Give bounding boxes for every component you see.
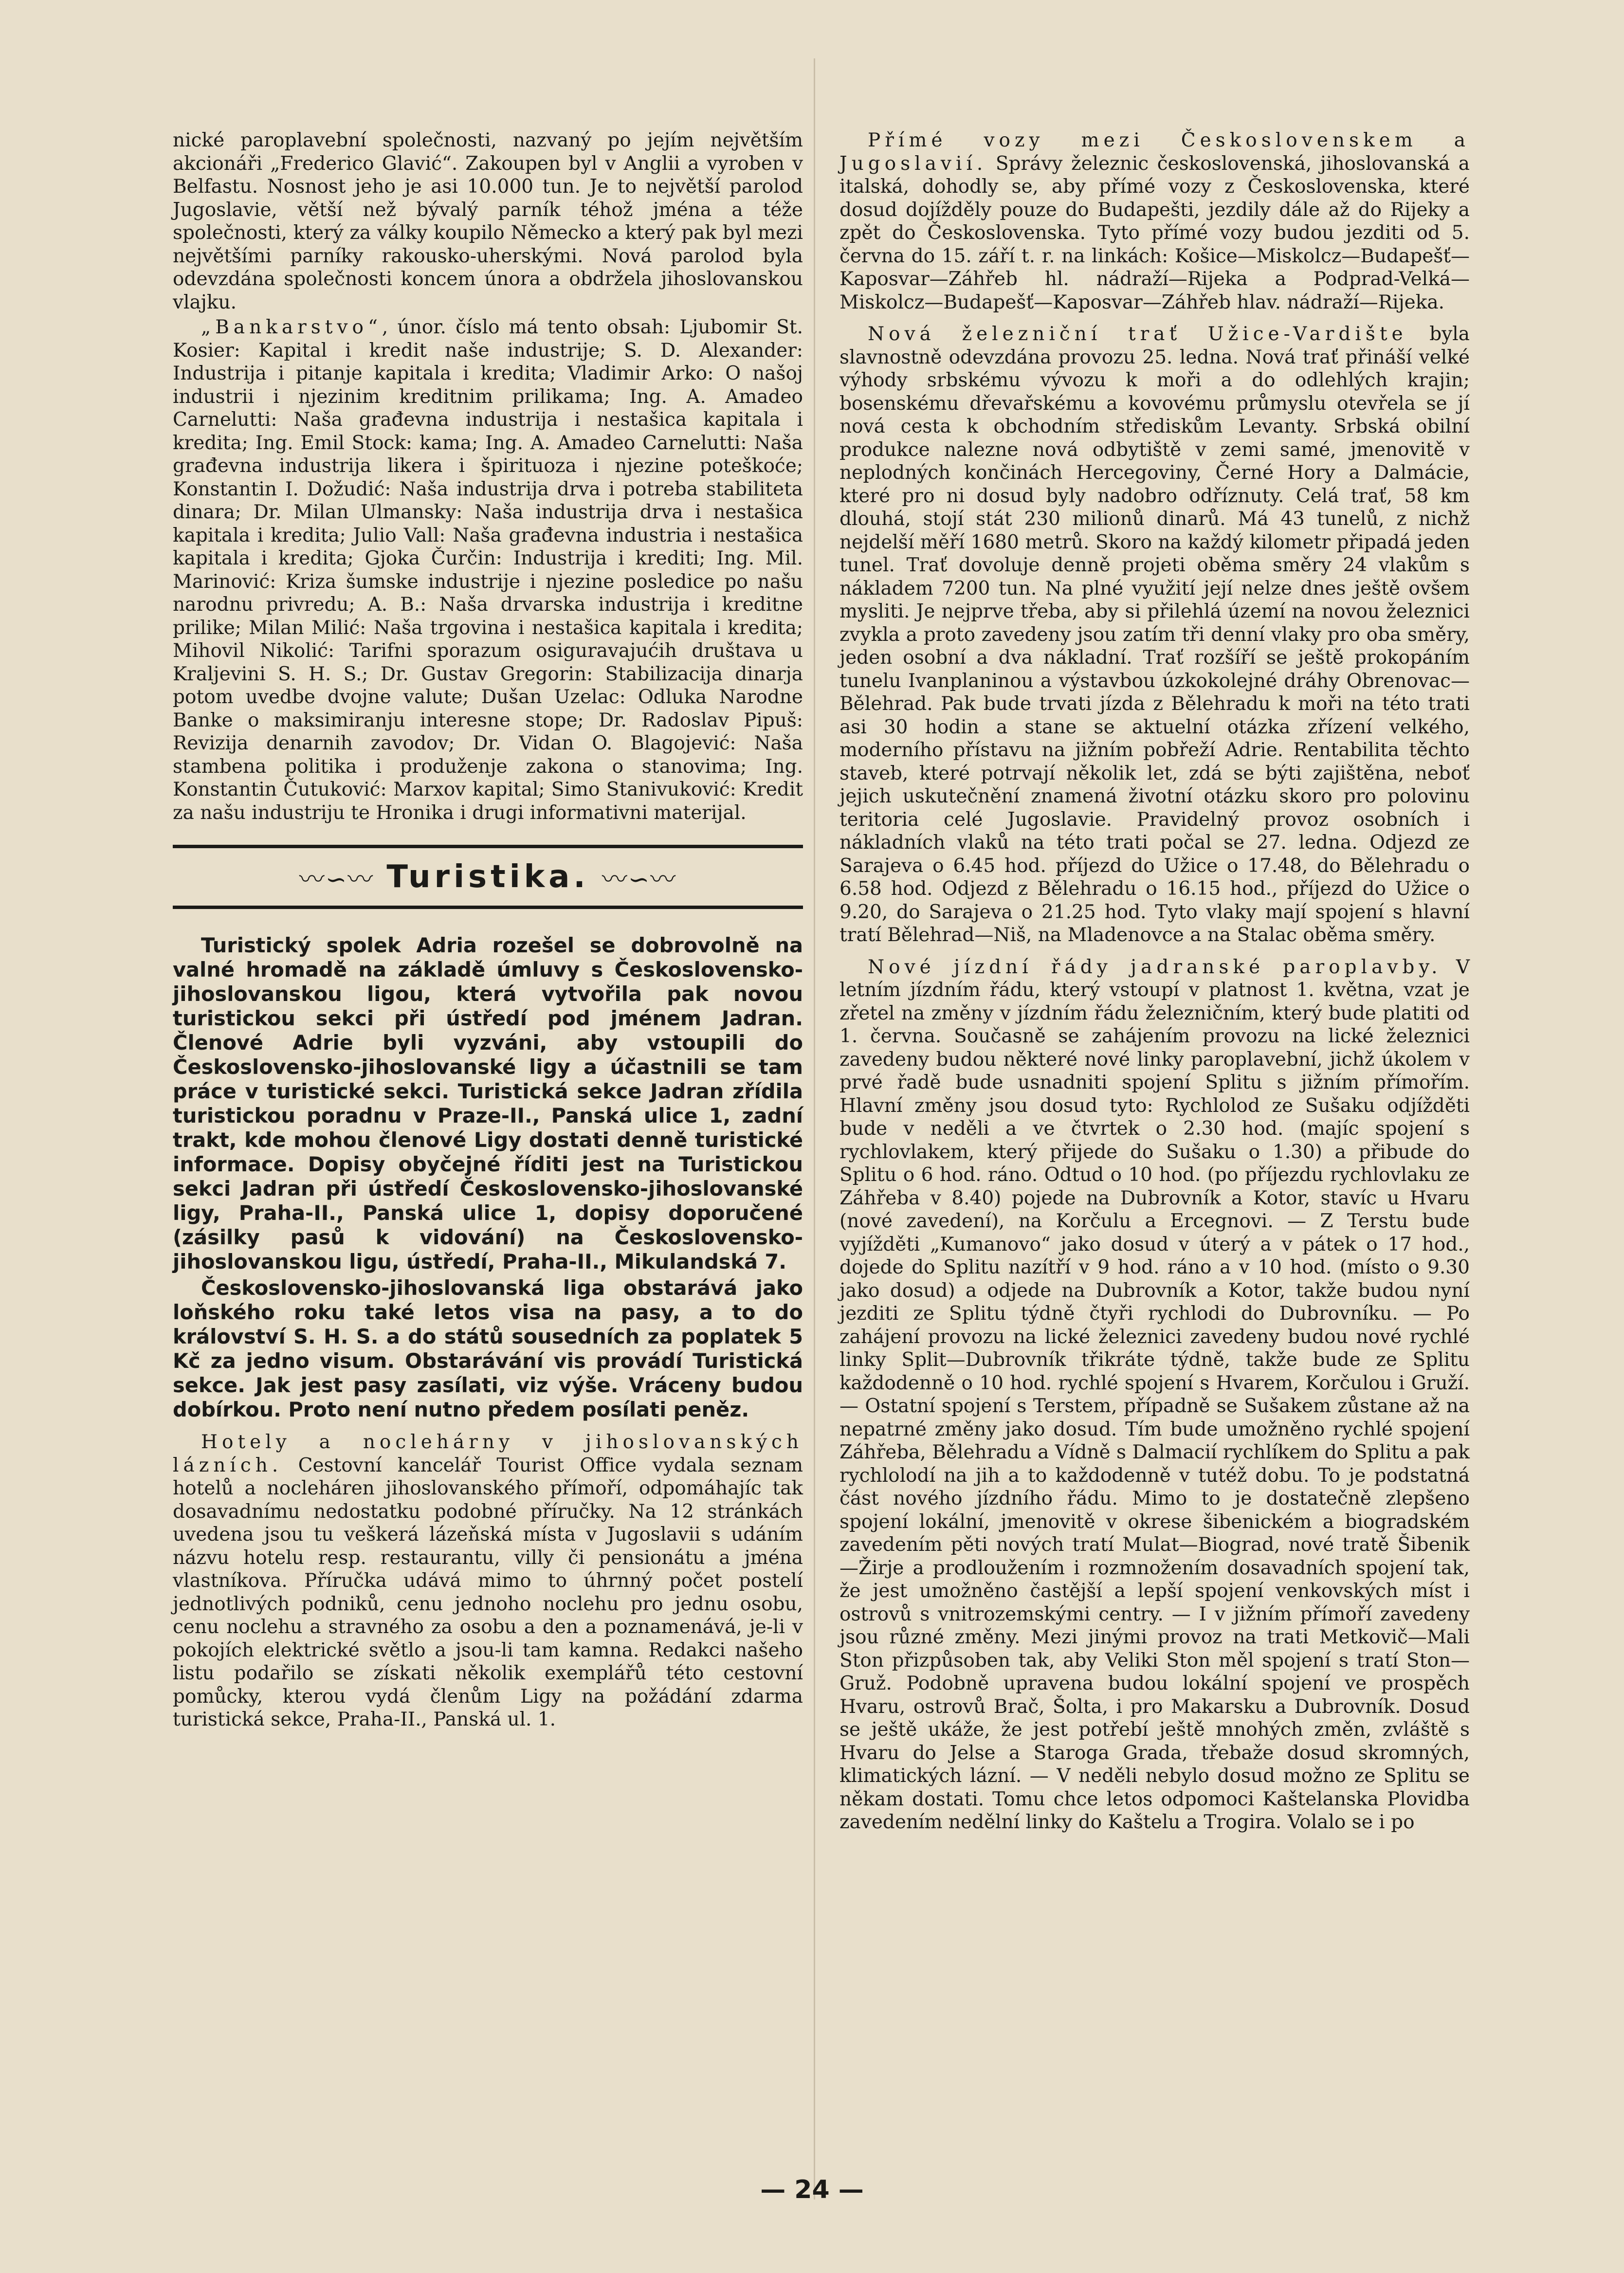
bankarstvo-paragraph	[173, 316, 803, 824]
turistika-paragraph: Československo-jihoslovanská liga obstarává jako loňského roku také letos visa na pasy, a to do království S. H. S. a do států sousedních za poplatek 5 Kč za jedno visum. Obstarávání vis provádí Turistická sekce. Jak jest pasy zasílati, viz výše. Vráceny budou dobírkou. Proto není nutno předem posílati peněz.	[173, 1276, 803, 1421]
left-column	[173, 129, 803, 1733]
prime-vozy-paragraph	[839, 129, 1470, 314]
page-crease	[814, 58, 815, 2200]
ornament-left-icon: 〰∽〰	[299, 865, 374, 894]
hotely-paragraph	[173, 1431, 803, 1731]
intro-paragraph: nické paroplavební společnosti, nazvaný po jejím největším akcionáři „Frederico Glavić“. Zakoupen byl v Anglii a vyroben v Belfastu. Nosnost jeho je asi 10.000 tun. Je to největší parolod Jugoslavie, větší než bývalý parník téhož jména a téže společnosti, který za války koupilo Německo a který pak byl mezi největšími parníky rakousko-uherskými. Nová parolod byla odevzdána společnosti koncem února a obdržela jihoslovanskou vlajku.	[173, 129, 803, 313]
nova-trat-text: byla slavnostně odevzdána provozu 25. ledna. Nová trať přináší velké výhody srbskému vývozu k moři a do odlehlých krajin; bosenskému dřevařskému a kovovému průmyslu otevřela se jí nová cesta k obchodním střediskům Levanty. Srbská obilní produkce nalezne nová odbytiště v zemi samé, jmenovitě v neplodných končinách Hercegoviny, Černé Hory a Dalmácie, které pro ni dosud byly nadobro odříznuty. Celá trať, 58 km dlouhá, stojí stát 230 milionů dinarů. Má 43 tunelů, z nichž nejdelší měří 1680 metrů. Skoro na každý kilometr připadá jeden tunel. Trať dovoluje denně projeti oběma směry 24 vlakům s nákladem 7200 tun. Na plné využití její nelze dnes ještě ovšem mysliti. Je nejprve třeba, aby si přilehlá území na novou železnici zvykla a proto zavedeny jsou zatím tři denní vlaky pro oba směry, jeden osobní a dva nákladní. Trať rozšíří se ještě prokopáním tunelu Ivanplaninou a výstavbou úzkokolejné dráhy Obrenovac—Bělehrad. Pak bude trvati jízda z Bělehradu k moři na této trati asi 30 hodin a stane se aktuelní otázka zřízení velkého, moderního přístavu na jižním pobřeží Adrie. Rentabilita těchto staveb, které potrvají několik let, zdá se býti zajištěna, neboť jejich uskutečnění znamená životní otázku skoro pro polovinu teritoria celé Jugoslavie. Pravidelný provoz osobních i nákladních vlaků na této trati počal se 27. ledna. Odjezd ze Sarajeva o 6.45 hod. příjezd do Užice o 17.48, do Bělehradu o 6.58 hod. Odjezd z Bělehradu o 16.15 hod., příjezd do Užice o 9.20, do Sarajeva o 21.25 hod. Tyto vlaky mají spojení s hlavní tratí Bělehrad—Niš, na Mladenovce a na Stalac oběma směry.	[839, 323, 1470, 946]
bankarstvo-text: , únor. číslo má tento obsah: Ljubomir St. Kosier: Kapital i kredit naše industrije; S. D. Alexander: Industrija i pitanje kapitala i kredita; Vladimir Arko: O našoj industrii i njezinim kreditnim prilikama; Ing. A. Amadeo Carnelutti: Naša građevna industrija i nestašica kapitala i kredita; Ing. Emil Stock: kama; Ing. A. Amadeo Carnelutti: Naša građevna industrija likera i špirituoza i njezine poteškoće; Konstantin I. Dožudić: Naša industrija drva i potreba stabiliteta dinara; Dr. Milan Ulmansky: Naša industrija drva i nestašica kapitala i kredita; Julio Vall: Naša građevna industria i nestašica kapitala i kredita; Gjoka Čurčin: Industrija i krediti; Ing. Mil. Marinović: Kriza šumske industrije i njezine posledice po našu narodnu privredu; A. B.: Naša drvarska industrija i kreditne prilike; Milan Milić: Naša trgovina i nestašica kapitala i kredita; Mihovil Nikolić: Tarifni sporazum osiguravajućih društava u Kraljevini S. H. S.; Dr. Gustav Gregorin: Stabilizacija dinarja potom uvedbe dvojne valute; Dušan Uzelac: Odluka Narodne Banke o maksimiranju interesne stope; Dr. Radoslav Pipuš: Revizija denarnih zavodov; Dr. Vidan O. Blagojević: Naša stambena politika i produženje zakona o stanovima; Ing. Konstantin Čutuković: Marxov kapital; Simo Stanivuković: Kredit za našu industriju te Hronika i drugi informativni materijal.	[173, 316, 803, 824]
nova-trat-lead: Nová železniční trať Užice-Vardište	[868, 323, 1407, 345]
prime-vozy-text: Správy železnic československá, jihoslovanská a italská, dohodly se, aby přímé vozy z Československa, které dosud dojížděly pouze do Budapešti, jezdily dále až do Rijeky a zpět do Československa. Tyto přímé vozy budou jezditi od 5. června do 15. září t. r. na linkách: Košice—Miskolcz—Budapešť—Kaposvar—Záhřeb hl. nádraží—Rijeka a Podprad-Velká—Miskolcz—Budapešť—Kaposvar—Záhřeb hlav. nádraží—Rijeka.	[839, 152, 1470, 313]
hotely-text: Cestovní kancelář Tourist Office vydala seznam hotelů a nocleháren jihoslovanského přímoří, odpomáhajíc tak dosavadnímu nedostatku podobné příručky. Na 12 stránkách uvedena jsou tu veškerá lázeňská místa v Jugoslavii s udáním názvu hotelu resp. restaurantu, villy či pensionátu a jména vlastníkova. Příručka udává mimo to úhrnný počet postelí jednotlivých podniků, cenu jednoho noclehu pro jednu osobu, cenu noclehu a stravného za osobu a den a poznamenává, je-li v pokojích elektrické světlo a jsou-li tam kamna. Redakci našeho listu podařilo se získati několik exemplářů této cestovní pomůcky, kterou vydá členům Ligy na požádání zdarma turistická sekce, Praha-II., Panská ul. 1.	[173, 1454, 803, 1730]
jizdni-rady-text: V letním jízdním řádu, který vstoupí v platnost 1. května, vzat je zřetel na změny v jízdním řádu železničním, který bude platiti od 1. června. Současně se zahájením provozu na lické železnici zavedeny budou některé nové linky paroplavební, jichž úkolem v prvé řadě bude usnadniti spojení Splitu s jižním přímořím. Hlavní změny jsou dosud tyto: Rychlolod ze Sušaku odjížděti bude v neděli a ve čtvrtek o 2.30 hod. (majíc spojení s rychlovlakem, který přijede do Sušaku o 1.30) a přibude do Splitu o 6 hod. ráno. Odtud o 10 hod. (po příjezdu rychlovlaku ze Záhřeba v 8.40) pojede na Dubrovník a Kotor, stavíc u Hvaru (nové zavedení), na Korčulu a Ercegnovi. — Z Terstu bude vyjížděti „Kumanovo“ jako dosud v úterý a v pátek o 17 hod., dojede do Splitu nazítří v 9 hod. ráno a v 10 hod. (místo o 9.30 jako dosud) a odjede na Dubrovník a Kotor, takže budou nyní jezditi ze Splitu týdně čtyři rychlodi do Dubrovníku. — Po zahájení provozu na lické železnici zavedeny budou nové rychlé linky Split—Dubrovník třikráte týdně, takže bude ze Splitu každodenně o 10 hod. rychlé spojení s Hvarem, Korčulou i Gruží. — Ostatní spojení s Terstem, případně se Sušakem zůstane až na nepatrné změny jako dosud. Tím bude umožněno rychlé spojení Záhřeba, Bělehradu a Vídně s Dalmacií rychlíkem do Splitu a pak rychlolodí na jih a to každodenně v tutéž dobu. To je podstatná část nového jízdního řádu. Mimo to je dostatečně zlepšeno spojení lokální, jmenovitě v okrese šibenickém a biogradském zavedením pěti nových tratí Mulat—Biograd, nové tratě Šibenik—Žirje a prodloužením i rozmnožením dosavadních spojení tak, že jest umožněno častější a lepší spojení venkovských míst i ostrovů s vnitrozemskými centry. — I v jižním přímoří zavedeny jsou různé změny. Mezi jinými provoz na trati Metkovič—Mali Ston přizpůsoben tak, aby Veliki Ston měl spojení s tratí Ston—Gruž. Podobně upravena budou lokální spojení ve prospěch Hvaru, ostrovů Brač, Šolta, i pro Makarsku a Dubrovník. Dosud se ještě ukáže, že jest potřebí ještě mnohých změn, zvláště s Hvaru do Jelse a Staroga Grada, třebaže dosud skromných, klimatických lázní. — V neděli nebylo dosud možno ze Splitu se někam dostati. Tomu chce letos odpomoci Kaštelanska Plovidba zavedením nedělní linky do Kaštelu a Trogira. Volalo se i po	[839, 956, 1470, 1833]
prime-vozy-lead: Přímé vozy mezi Československem a Jugoslavií.	[839, 129, 1470, 175]
hotely-lead: Hotely a noclehárny v jihoslovanských lázních.	[173, 1431, 803, 1476]
page-number: — 24 —	[760, 2175, 864, 2204]
bankarstvo-lead: „Bankarstvo“	[201, 316, 382, 338]
turistika-paragraph: Turistický spolek Adria rozešel se dobrovolně na valné hromadě na základě úmluvy s Československo-jihoslovanskou ligou, která vytvořila pak novou turistickou sekci při ústředí pod jménem Jadran. Členové Adrie byli vyzváni, aby vstoupili do Československo-jihoslovanské ligy a účastnili se tam práce v turistické sekci. Turistická sekce Jadran zřídila turistickou poradnu v Praze-II., Panská ulice 1, zadní trakt, kde mohou členové Ligy dostati denně turistické informace. Dopisy obyčejné říditi jest na Turistickou sekci Jadran při ústředí Československo-jihoslovanské ligy, Praha-II., Panská ulice 1, dopisy doporučené (zásilky pasů k vidování) na Československo-jihoslovanskou ligu, ústředí, Praha-II., Mikulandská 7.	[173, 933, 803, 1273]
section-heading: Turistika.	[386, 859, 589, 895]
ornament-right-icon: 〰∽〰	[602, 865, 677, 894]
right-column	[839, 129, 1470, 1836]
section-heading-band	[173, 845, 803, 909]
nova-trat-paragraph	[839, 323, 1470, 947]
turistika-section	[173, 933, 803, 1422]
jizdni-rady-lead: Nové jízdní řády jadranské paroplavby.	[868, 956, 1442, 978]
jizdni-rady-paragraph	[839, 956, 1470, 1834]
